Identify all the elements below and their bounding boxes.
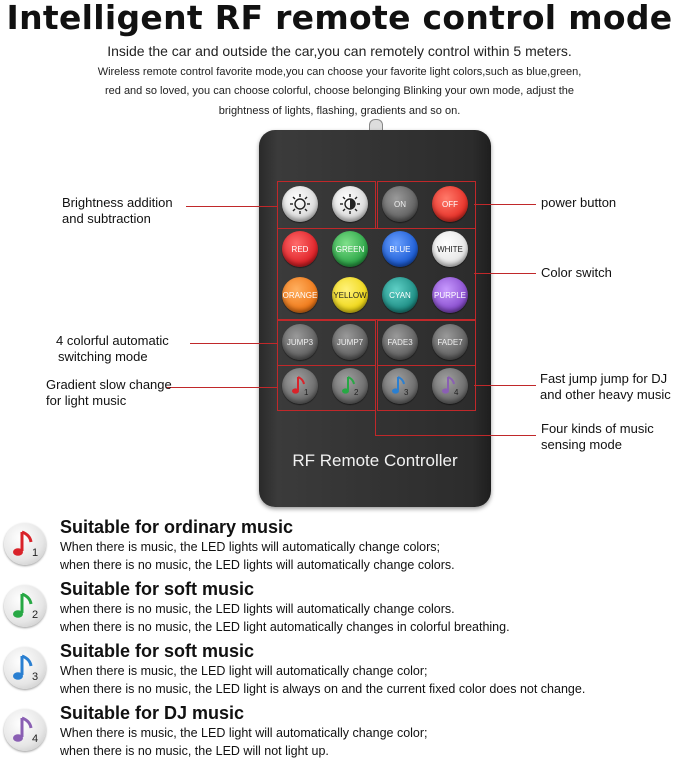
music-mode-4-button[interactable] (432, 368, 468, 404)
music-mode-note-2 (4, 579, 679, 639)
brightness-callout (62, 195, 173, 227)
note-1-line2: when there is no music, the LED lights will automatically change colors. (60, 558, 455, 572)
green-button[interactable]: GREEN (332, 231, 368, 267)
music-mode-1-badge (4, 523, 46, 565)
note-1-line1: When there is music, the LED lights will automatically change colors; (60, 540, 441, 554)
fade3-button[interactable]: FADE3 (382, 324, 418, 360)
music-mode-2-button[interactable] (332, 368, 368, 404)
auto-callout-line2: switching mode (58, 349, 148, 364)
music-mode-2-badge (4, 585, 46, 627)
subtitle-line-4: brightness of lights, flashing, gradients and so on. (218, 105, 461, 117)
note-3-line1: When there is music, the LED light will automatically change color; (60, 664, 428, 678)
white-button[interactable]: WHITE (432, 231, 468, 267)
sensing-callout-vline (375, 409, 376, 436)
note-3-number: 3 (32, 671, 39, 683)
music-mode-note-4 (4, 703, 679, 763)
note-4-heading: Suitable for DJ music (60, 703, 245, 723)
jump7-button[interactable]: JUMP7 (332, 324, 368, 360)
auto-callout-line1: 4 colorful automatic (56, 333, 169, 348)
sensing-callout-hline (375, 435, 536, 436)
music-mode-4-badge (4, 709, 46, 751)
fade7-button[interactable]: FADE7 (432, 324, 468, 360)
note-2-number: 2 (32, 609, 39, 621)
sensing-callout-line2: sensing mode (541, 437, 622, 452)
auto-callout-line (190, 343, 277, 344)
note-3-heading: Suitable for soft music (60, 641, 255, 661)
music-note-green-icon (4, 585, 46, 627)
fastjump-callout (540, 371, 671, 403)
auto-callout (56, 333, 169, 365)
brightness-up-icon (339, 193, 361, 215)
power-callout-line (474, 204, 536, 205)
power-callout: power button (541, 195, 617, 210)
music-note-red-icon (4, 523, 46, 565)
note-2-line2: when there is no music, the LED light automatically changes in colorful breathing. (60, 620, 510, 634)
cyan-button[interactable]: CYAN (382, 277, 418, 313)
off-button[interactable]: OFF (432, 186, 468, 222)
page-title: Intelligent RF remote control mode (6, 0, 673, 37)
subtitle-line-1: Inside the car and outside the car,you can remotely control within 5 meters. (107, 43, 572, 59)
red-button[interactable]: RED (282, 231, 318, 267)
brightness-callout-line1: Brightness addition (62, 195, 173, 210)
fastjump-callout-line2: and other heavy music (540, 387, 671, 402)
brightness-callout-line2: and subtraction (62, 211, 151, 226)
gradient-callout-line1: Gradient slow change (46, 377, 172, 392)
color-callout-line (474, 273, 536, 274)
music-mode-1-number: 1 (304, 388, 309, 397)
note-1-number: 1 (32, 547, 39, 559)
music-mode-note-1 (4, 517, 679, 577)
jump3-button[interactable]: JUMP3 (282, 324, 318, 360)
remote-brand-label: RF Remote Controller (292, 451, 458, 470)
color-callout: Color switch (541, 265, 612, 280)
sensing-callout-line1: Four kinds of music (541, 421, 654, 436)
gradient-callout-line (166, 387, 277, 388)
music-note-blue-icon (4, 647, 46, 689)
music-mode-3-number: 3 (404, 388, 409, 397)
music-mode-1-button[interactable] (282, 368, 318, 404)
note-1-heading: Suitable for ordinary music (60, 517, 294, 537)
subtitle-line-3: red and so loved, you can choose colorful, choose belonging Blinking your own mode, adjust the (104, 85, 575, 97)
fastjump-callout-line (474, 385, 536, 386)
orange-button[interactable]: ORANGE (282, 277, 318, 313)
note-4-number: 4 (32, 733, 39, 745)
gradient-callout (46, 377, 172, 409)
sensing-callout (541, 421, 654, 453)
fastjump-callout-line1: Fast jump jump for DJ (540, 371, 668, 386)
note-2-line1: when there is no music, the LED lights will automatically change colors. (60, 602, 455, 616)
note-2-heading: Suitable for soft music (60, 579, 255, 599)
music-mode-3-button[interactable] (382, 368, 418, 404)
purple-button[interactable]: PURPLE (432, 277, 468, 313)
gradient-callout-line2: for light music (46, 393, 127, 408)
music-mode-2-number: 2 (354, 388, 359, 397)
brightness-down-icon (289, 193, 311, 215)
brightness-up-button[interactable] (332, 186, 368, 222)
music-mode-note-3 (4, 641, 679, 701)
music-mode-3-badge (4, 647, 46, 689)
note-4-line2: when there is no music, the LED will not light up. (60, 744, 329, 758)
yellow-button[interactable]: YELLOW (332, 277, 368, 313)
music-mode-4-number: 4 (454, 388, 459, 397)
brightness-down-button[interactable] (282, 186, 318, 222)
music-note-purple-icon (4, 709, 46, 751)
on-button[interactable]: ON (382, 186, 418, 222)
note-3-line2: when there is no music, the LED light is always on and the current fixed color does not change. (60, 682, 586, 696)
subtitle-line-2: Wireless remote control favorite mode,you can choose your favorite light colors,such as blue,green, (97, 66, 582, 78)
blue-button[interactable]: BLUE (382, 231, 418, 267)
brightness-callout-line (186, 206, 277, 207)
note-4-line1: When there is music, the LED light will automatically change color; (60, 726, 428, 740)
